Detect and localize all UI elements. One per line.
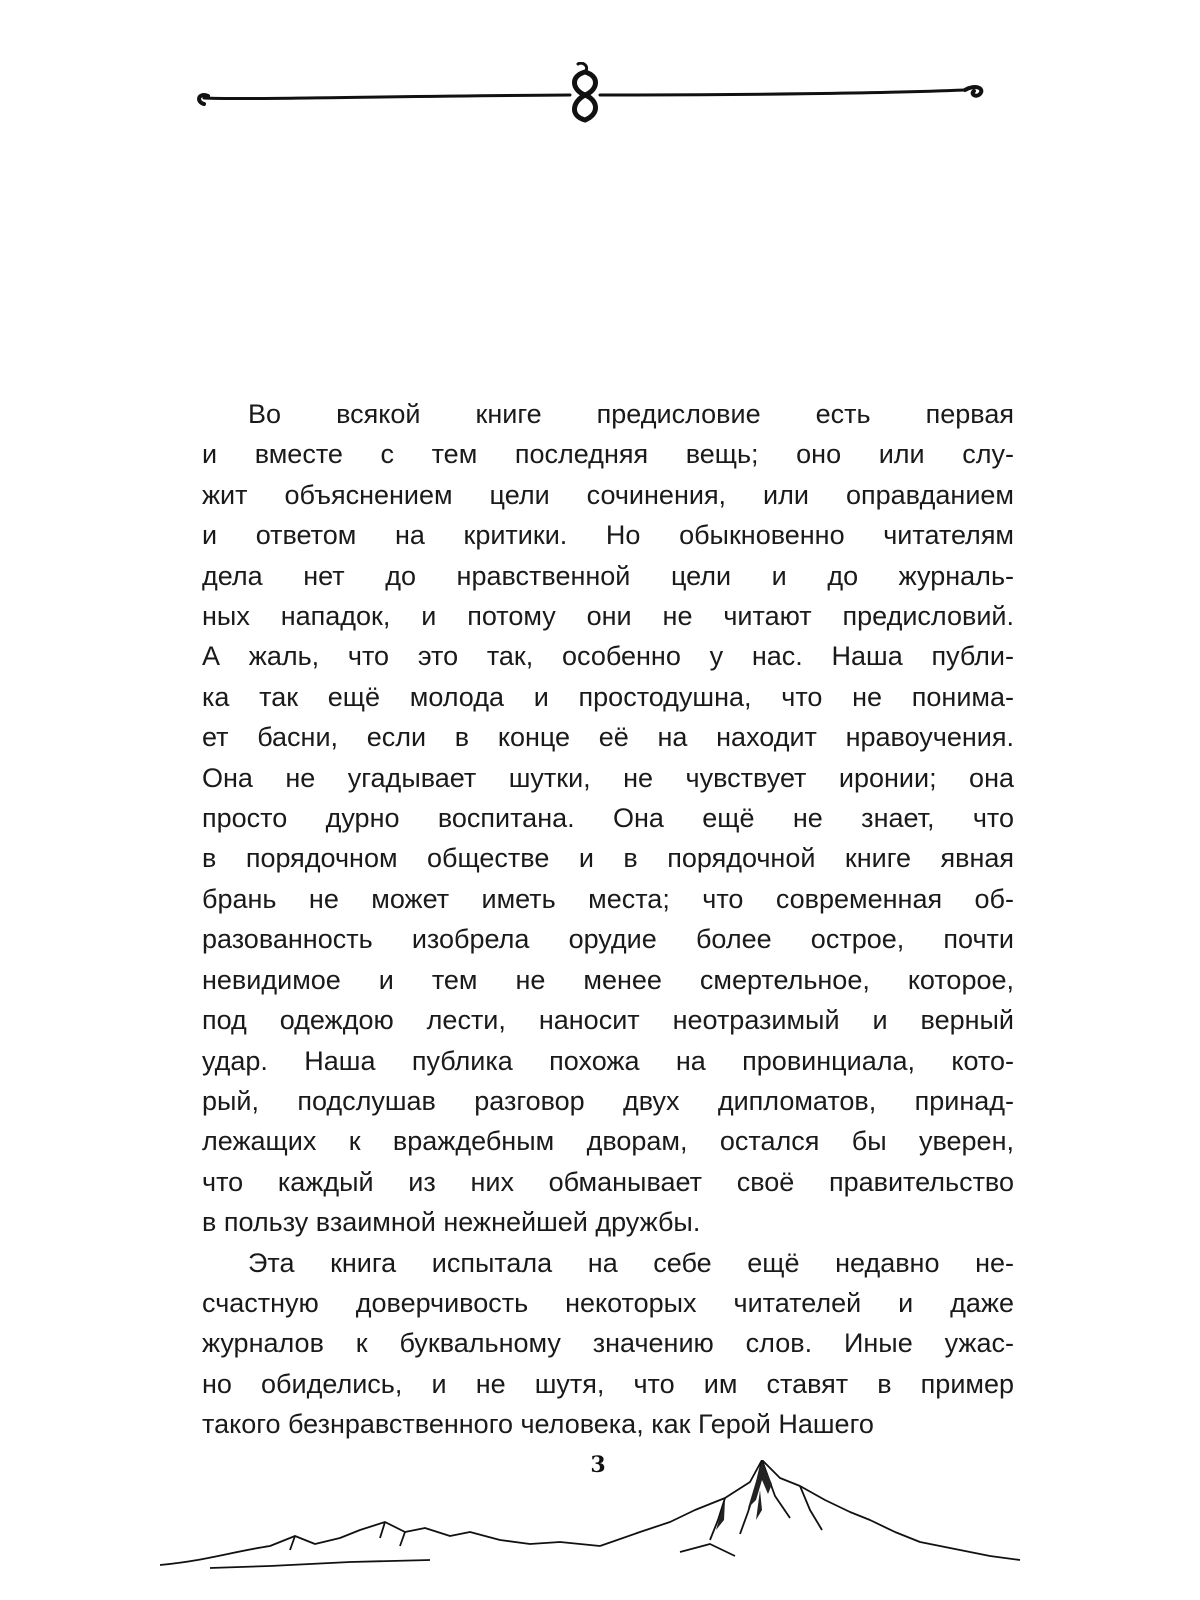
text-line: брань не может иметь места; что современная об-	[202, 883, 1014, 914]
text-line: Эта книга испытала на себе ещё недавно не-	[248, 1247, 1014, 1278]
text-line: невидимое и тем не менее смертельное, которое,	[202, 964, 1014, 995]
text-line: жит объяснением цели сочинения, или оправданием	[202, 479, 1014, 510]
text-line: А жаль, что это так, особенно у нас. Наша публи-	[202, 641, 1014, 672]
text-line: в пользу взаимной нежнейшей дружбы.	[202, 1207, 701, 1238]
text-line: ет басни, если в конце её на находит нравоучения.	[202, 722, 1014, 753]
text-line: такого безнравственного человека, как Герой Нашего	[202, 1409, 874, 1440]
text-line: в порядочном обществе и в порядочной книге явная	[202, 843, 1014, 874]
text-line: удар. Наша публика похожа на провинциала, кото-	[202, 1045, 1014, 1076]
paragraph	[202, 1243, 1014, 1445]
text-line: просто дурно воспитана. Она ещё не знает, что	[202, 803, 1014, 834]
text-line: разованность изобрела орудие более острое, почти	[202, 924, 1014, 955]
page-number: 3	[590, 1452, 606, 1478]
text-line: ных нападок, и потому они не читают предисловий.	[202, 601, 1014, 632]
text-line: ка так ещё молода и простодушна, что не понима-	[202, 681, 1014, 712]
text-line: и ответом на критики. Но обыкновенно читателям	[202, 520, 1014, 551]
text-line: счастную доверчивость некоторых читателей и даже	[202, 1287, 1014, 1318]
scroll-divider-icon	[190, 62, 1010, 132]
mountain-range-icon	[150, 1460, 1050, 1590]
text-line: лежащих к враждебным дворам, остался бы уверен,	[202, 1126, 1014, 1157]
paragraph	[202, 394, 1014, 1243]
text-line: под одеждою лести, наносит неотразимый и верный	[202, 1005, 1014, 1036]
text-line: что каждый из них обманывает своё правительство	[202, 1166, 1014, 1197]
text-line: журналов к буквальному значению слов. Иные ужас-	[202, 1328, 1014, 1359]
text-line: рый, подслушав разговор двух дипломатов, принад-	[202, 1085, 1014, 1116]
body-text	[202, 394, 1014, 1445]
text-line: дела нет до нравственной цели и до журналь-	[202, 560, 1014, 591]
text-line: Она не угадывает шутки, не чувствует иронии; она	[202, 762, 1014, 793]
text-line: но обиделись, и не шутя, что им ставят в пример	[202, 1368, 1014, 1399]
text-line: и вместе с тем последняя вещь; оно или слу-	[202, 439, 1014, 470]
text-line: Во всякой книге предисловие есть первая	[248, 399, 1014, 429]
